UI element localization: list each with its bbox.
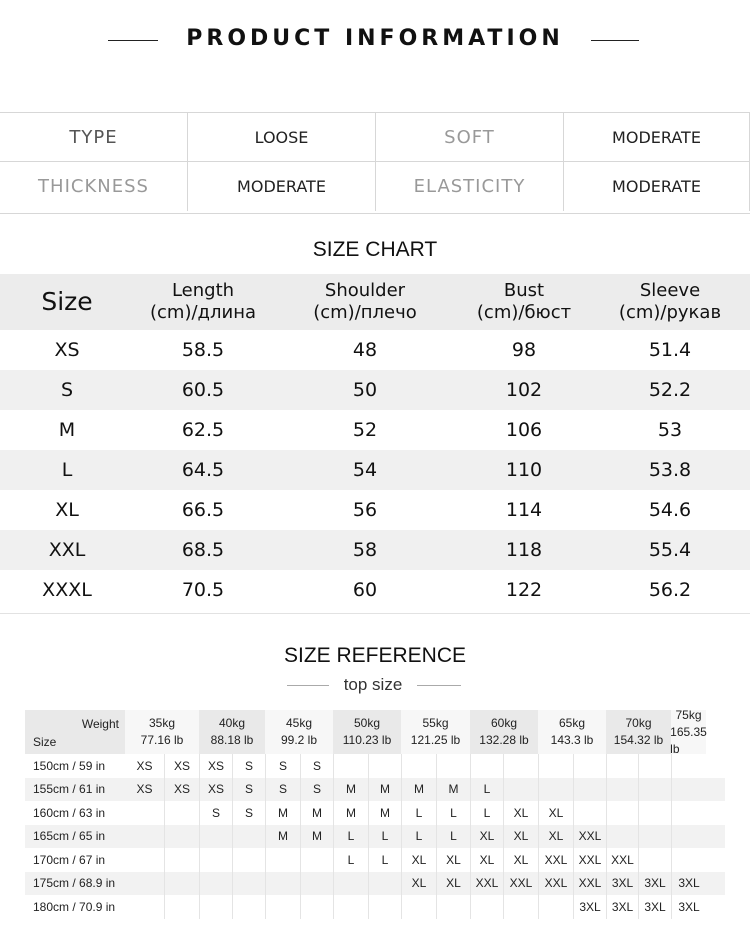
size-reference-cell: L	[368, 825, 401, 849]
size-reference-cell	[265, 872, 300, 896]
size-reference-cell	[538, 895, 573, 919]
weight-header-cell	[606, 710, 671, 754]
size-reference-cell	[368, 872, 401, 896]
size-chart-cell: XL	[55, 499, 79, 521]
size-reference-title: SIZE REFERENCE	[283, 644, 467, 667]
weight-lb: 154.32 lb	[613, 733, 664, 747]
weight-lb: 110.23 lb	[342, 733, 392, 747]
size-chart-cell: 64.5	[181, 459, 225, 481]
info-value: MODERATE	[188, 162, 376, 211]
size-reference-cell	[125, 895, 164, 919]
size-reference-cell: M	[401, 778, 436, 802]
header-line: Shoulder	[324, 280, 406, 301]
size-reference-cell: XL	[538, 825, 573, 849]
size-reference-row	[25, 754, 725, 778]
weight-kg: 45kg	[285, 716, 313, 730]
size-reference-cell: S	[300, 754, 333, 778]
size-reference-cell: L	[470, 801, 503, 825]
size-reference-cell	[638, 848, 671, 872]
size-chart-cell: 51.4	[648, 339, 692, 361]
size-reference-cell: 3XL	[606, 895, 638, 919]
size-reference-cell: XL	[470, 825, 503, 849]
size-reference-cell: XL	[436, 872, 470, 896]
size-reference-cell: M	[436, 778, 470, 802]
size-chart-cell: XXL	[48, 539, 86, 561]
height-label: 165cm / 65 in	[33, 829, 106, 844]
weight-kg: 75kg	[675, 707, 702, 722]
size-reference-cell	[671, 848, 706, 872]
size-reference-cell	[573, 801, 606, 825]
size-reference-cell	[573, 754, 606, 778]
size-reference-cell: XS	[199, 754, 232, 778]
weight-header-cell	[125, 710, 199, 754]
size-reference-cell: XXL	[503, 872, 538, 896]
size-reference-cell	[164, 848, 199, 872]
weight-lb: 132.28 lb	[479, 733, 529, 747]
size-reference-cell: L	[470, 778, 503, 802]
size-reference-cell: XXL	[470, 872, 503, 896]
size-chart-cell: 68.5	[181, 539, 225, 561]
size-chart-cell: 106	[505, 419, 543, 441]
size-reference-cell	[125, 801, 164, 825]
size-reference-cell	[538, 778, 573, 802]
size-chart-header-cell	[590, 280, 750, 324]
weight-kg: 65kg	[558, 716, 586, 730]
size-reference-cell: XL	[401, 848, 436, 872]
size-reference-subtitle	[287, 674, 461, 696]
size-chart-row	[0, 450, 750, 490]
size-chart-cell: XXXL	[42, 579, 92, 601]
size-reference-cell	[401, 754, 436, 778]
size-chart-cell: M	[58, 419, 76, 441]
size-reference-cell	[436, 754, 470, 778]
size-chart-row	[0, 370, 750, 410]
weight-kg: 55kg	[422, 716, 449, 730]
size-chart-cell: 58	[352, 539, 378, 561]
header-divider-right	[591, 40, 639, 41]
height-label: 155cm / 61 in	[33, 782, 106, 797]
header-line: Bust	[503, 280, 545, 301]
weight-lb: 121.25 lb	[410, 733, 461, 747]
header-corner	[25, 710, 125, 754]
size-reference-cell	[164, 895, 199, 919]
size-chart-row	[0, 330, 750, 370]
size-reference-cell: 3XL	[573, 895, 606, 919]
size-reference-cell: L	[401, 825, 436, 849]
size-chart-row	[0, 490, 750, 530]
header-line: Sleeve	[639, 280, 701, 301]
size-reference-cell: S	[300, 778, 333, 802]
weight-header-cell	[401, 710, 470, 754]
size-reference-cell	[333, 872, 368, 896]
size-reference-cell: L	[436, 825, 470, 849]
weight-header-cell	[538, 710, 606, 754]
height-label: 180cm / 70.9 in	[33, 899, 116, 914]
size-chart-table	[0, 274, 750, 610]
size-chart-cell: 60	[352, 579, 378, 601]
size-chart-cell: 55.4	[648, 539, 692, 561]
size-reference-cell: S	[265, 778, 300, 802]
size-reference-cell	[199, 848, 232, 872]
size-reference-cell: M	[265, 801, 300, 825]
subtitle-text: top size	[343, 675, 403, 694]
info-label: THICKNESS	[0, 162, 188, 211]
size-chart-header-row	[0, 274, 750, 330]
size-chart-cell: 110	[505, 459, 543, 481]
size-chart-cell: 56	[352, 499, 378, 521]
info-value: MODERATE	[564, 113, 750, 162]
header-line: Size	[41, 287, 93, 316]
size-reference-cell: 3XL	[638, 895, 671, 919]
weight-lb: 99.2 lb	[280, 733, 318, 747]
size-chart-header-cell	[0, 287, 134, 316]
size-reference-cell	[638, 754, 671, 778]
weight-kg: 35kg	[148, 716, 176, 730]
height-label: 160cm / 63 in	[33, 805, 106, 820]
size-chart-cell: 48	[352, 339, 378, 361]
size-reference-row	[25, 825, 725, 849]
size-reference-cell	[164, 801, 199, 825]
size-reference-cell: L	[436, 801, 470, 825]
size-reference-cell: M	[300, 801, 333, 825]
size-reference-cell	[638, 778, 671, 802]
size-reference-cell	[638, 801, 671, 825]
size-chart-cell: 122	[505, 579, 543, 601]
size-chart-row	[0, 410, 750, 450]
height-label: 175cm / 68.9 in	[33, 876, 116, 891]
size-reference-cell	[125, 825, 164, 849]
size-reference-cell	[503, 895, 538, 919]
size-chart-cell: 52.2	[648, 379, 692, 401]
size-reference-cell	[638, 825, 671, 849]
size-reference-cell	[538, 754, 573, 778]
size-reference-cell: M	[368, 801, 401, 825]
size-chart-cell: 118	[505, 539, 543, 561]
weight-lb: 143.3 lb	[550, 733, 594, 747]
size-reference-cell	[199, 825, 232, 849]
size-chart-cell: 54.6	[648, 499, 692, 521]
size-reference-cell	[333, 754, 368, 778]
size-reference-cell	[125, 848, 164, 872]
size-reference-cell: XXL	[538, 848, 573, 872]
size-reference-cell: XXL	[573, 872, 606, 896]
header-line: (cm)/плечо	[313, 302, 417, 323]
size-reference-cell: XXL	[606, 848, 638, 872]
size-chart-cell: 53	[657, 419, 683, 441]
weight-header-row	[25, 707, 725, 756]
size-reference-cell	[164, 872, 199, 896]
size-chart-header-cell	[272, 280, 458, 324]
size-reference-cell: XS	[199, 778, 232, 802]
size-reference-cell: XL	[538, 801, 573, 825]
size-reference-cell	[232, 872, 265, 896]
weight-header-cell	[265, 710, 333, 754]
size-chart-cell: 54	[352, 459, 378, 481]
weight-header-cell	[199, 710, 265, 754]
weight-kg: 70kg	[625, 716, 652, 730]
size-reference-cell	[671, 754, 706, 778]
size-chart-row	[0, 530, 750, 570]
size-reference-cell: L	[333, 848, 368, 872]
size-reference-cell	[470, 754, 503, 778]
size-reference-cell: XS	[164, 778, 199, 802]
page-title: PRODUCT INFORMATION	[186, 26, 564, 51]
size-chart-cell: 56.2	[648, 579, 692, 601]
product-info-grid	[0, 112, 750, 214]
size-reference-cell: S	[232, 754, 265, 778]
size-reference-row	[25, 895, 725, 919]
size-chart-cell: S	[60, 379, 74, 401]
size-reference-cell: XL	[503, 801, 538, 825]
size-reference-cell	[164, 825, 199, 849]
size-chart-cell: L	[61, 459, 73, 481]
size-reference-cell: M	[333, 778, 368, 802]
size-reference-cell	[232, 895, 265, 919]
size-reference-cell	[125, 872, 164, 896]
info-label: ELASTICITY	[376, 162, 564, 211]
size-reference-cell	[232, 848, 265, 872]
size-reference-cell	[606, 825, 638, 849]
size-reference-cell	[401, 895, 436, 919]
size-reference-cell: 3XL	[606, 872, 638, 896]
height-label: 150cm / 59 in	[33, 758, 106, 773]
size-chart-header-cell	[134, 280, 272, 324]
size-reference-cell	[671, 825, 706, 849]
size-reference-cell: XXL	[573, 848, 606, 872]
weight-lb: 165.35 lb	[670, 724, 707, 756]
size-reference-cell: S	[232, 778, 265, 802]
size-chart-title: SIZE CHART	[312, 238, 438, 261]
size-chart-cell: 58.5	[181, 339, 225, 361]
size-chart-cell: 70.5	[181, 579, 225, 601]
size-reference-cell	[606, 754, 638, 778]
size-reference-cell: XL	[503, 848, 538, 872]
size-reference-cell: L	[368, 848, 401, 872]
header-line: (cm)/длина	[150, 302, 256, 323]
size-chart-cell: 66.5	[181, 499, 225, 521]
size-chart-header-cell	[458, 280, 590, 324]
weight-kg: 40kg	[218, 716, 246, 730]
size-chart-cell: 50	[352, 379, 378, 401]
size-reference-cell	[368, 754, 401, 778]
size-chart-cell: 102	[505, 379, 543, 401]
header	[0, 0, 750, 80]
size-reference-cell: 3XL	[671, 895, 706, 919]
size-reference-cell: XL	[470, 848, 503, 872]
size-reference-cell: XL	[401, 872, 436, 896]
size-reference-cell	[606, 778, 638, 802]
size-reference-cell: XS	[136, 782, 153, 797]
size-reference-cell	[671, 801, 706, 825]
size-reference-cell: S	[199, 801, 232, 825]
size-chart-cell: 53.8	[648, 459, 692, 481]
size-reference-cell: XS	[164, 754, 199, 778]
weight-lb: 88.18 lb	[210, 733, 254, 747]
header-divider-left	[108, 40, 158, 41]
size-reference-cell	[368, 895, 401, 919]
size-reference-cell: S	[232, 801, 265, 825]
subtitle-divider-left	[287, 685, 329, 686]
size-reference-row	[25, 801, 725, 825]
size-reference-cell	[503, 778, 538, 802]
size-chart-cell: 52	[352, 419, 378, 441]
size-reference-cell: 3XL	[671, 872, 706, 896]
size-reference-row	[25, 872, 725, 896]
size-reference-cell	[606, 801, 638, 825]
size-reference-cell: M	[368, 778, 401, 802]
header-line: (cm)/рукав	[618, 302, 722, 323]
size-reference-cell: XL	[503, 825, 538, 849]
size-reference-cell: XL	[436, 848, 470, 872]
size-chart-cell: 60.5	[181, 379, 225, 401]
size-reference-cell	[470, 895, 503, 919]
size-reference-cell: 3XL	[638, 872, 671, 896]
header-line: (cm)/бюст	[476, 302, 572, 323]
size-reference-cell: XXL	[538, 872, 573, 896]
size-reference-row	[25, 848, 725, 872]
weight-lb: 77.16 lb	[140, 733, 184, 747]
size-chart-row	[0, 570, 750, 610]
size-reference-cell	[300, 872, 333, 896]
weight-kg: 60kg	[490, 716, 518, 730]
size-reference-cell: L	[333, 825, 368, 849]
weight-header-cell	[333, 710, 401, 754]
header-line: Length	[171, 280, 235, 301]
size-reference-cell: L	[401, 801, 436, 825]
size-chart-cell: 62.5	[181, 419, 225, 441]
info-value: LOOSE	[188, 113, 376, 162]
size-reference-cell	[333, 895, 368, 919]
size-reference-cell: M	[333, 801, 368, 825]
size-reference-cell	[199, 895, 232, 919]
size-reference-cell	[265, 895, 300, 919]
size-reference-cell	[503, 754, 538, 778]
size-reference-cell	[300, 895, 333, 919]
size-reference-cell	[232, 825, 265, 849]
size-reference-cell	[300, 848, 333, 872]
info-label: TYPE	[0, 113, 188, 162]
size-chart-cell: 98	[511, 339, 537, 361]
size-reference-cell: XXL	[573, 825, 606, 849]
weight-kg: 50kg	[353, 716, 381, 730]
corner-size-label: Size	[33, 735, 57, 749]
size-chart-divider	[0, 613, 750, 614]
size-reference-cell	[199, 872, 232, 896]
size-reference-cell: XS	[136, 758, 153, 773]
corner-weight-label: Weight	[81, 717, 119, 731]
size-reference-cell	[265, 848, 300, 872]
size-reference-cell	[671, 778, 706, 802]
height-label: 170cm / 67 in	[33, 852, 106, 867]
size-reference-table	[25, 707, 725, 919]
info-label: SOFT	[376, 113, 564, 162]
weight-header-cell	[670, 707, 707, 756]
weight-header-cell	[470, 710, 538, 754]
size-reference-body	[25, 754, 725, 919]
size-chart-cell: 114	[505, 499, 543, 521]
size-reference-cell: S	[265, 754, 300, 778]
size-reference-cell	[573, 778, 606, 802]
size-reference-cell: M	[300, 825, 333, 849]
size-reference-row	[25, 778, 725, 802]
size-reference-cell: M	[265, 825, 300, 849]
subtitle-divider-right	[417, 685, 461, 686]
size-chart-cell: XS	[54, 339, 80, 361]
info-value: MODERATE	[564, 162, 750, 211]
size-reference-cell	[436, 895, 470, 919]
